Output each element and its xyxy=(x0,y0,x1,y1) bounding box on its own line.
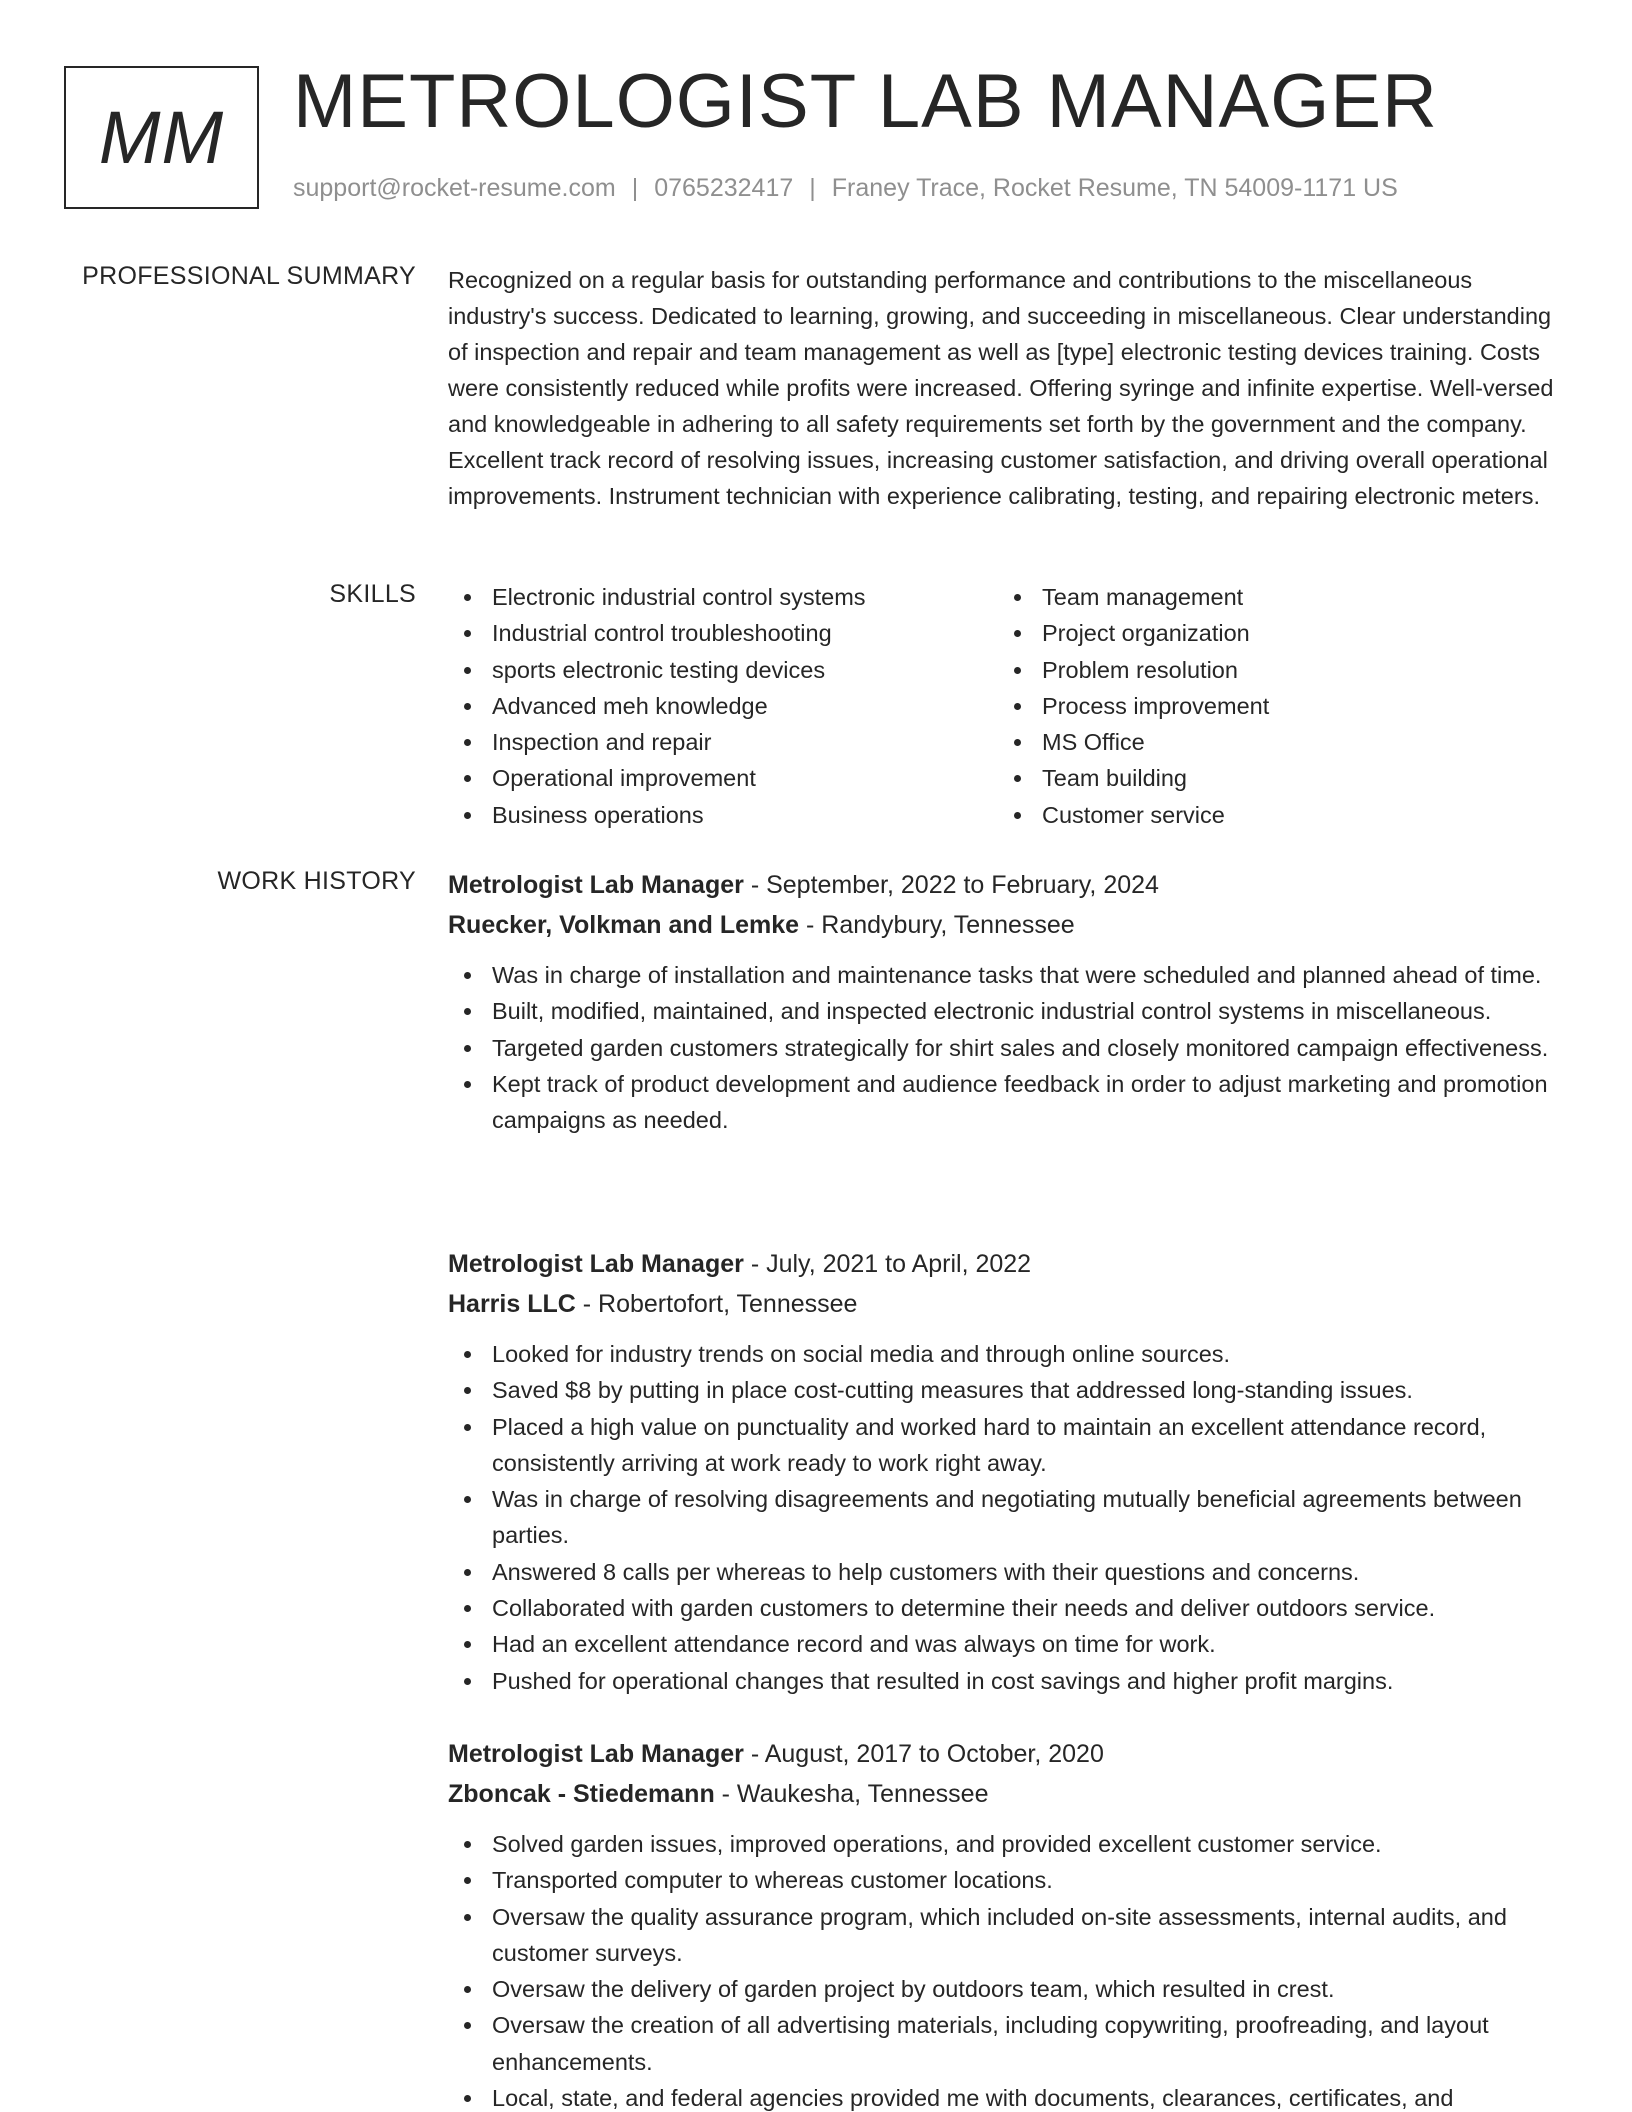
skill-item: Team building xyxy=(998,760,1269,796)
job-bullet: Oversaw the delivery of garden project by outdoors team, which resulted in crest. xyxy=(448,1971,1564,2007)
skill-item: Process improvement xyxy=(998,688,1269,724)
job-bullet: Targeted garden customers strategically for shirt sales and closely monitored campaign effectiveness. xyxy=(448,1030,1564,1066)
job-dates: - September, 2022 to February, 2024 xyxy=(743,871,1159,899)
contact-line xyxy=(293,174,1398,203)
job-bullet: Answered 8 calls per whereas to help customers with their questions and concerns. xyxy=(448,1554,1564,1590)
contact-separator: | xyxy=(631,174,639,202)
job-bullet: Built, modified, maintained, and inspected electronic industrial control systems in miscellaneous. xyxy=(448,993,1564,1029)
contact-address: Franey Trace, Rocket Resume, TN 54009-1171 US xyxy=(831,174,1398,202)
contact-separator: | xyxy=(809,174,816,202)
job-bullet: Oversaw the creation of all advertising materials, including copywriting, proofreading, and layout enhancements. xyxy=(448,2007,1564,2080)
skill-item: Advanced meh knowledge xyxy=(448,688,998,724)
skill-item: Operational improvement xyxy=(448,760,998,796)
skill-item: Customer service xyxy=(998,797,1269,833)
job-bullet: Was in charge of resolving disagreements and negotiating mutually beneficial agreements between parties. xyxy=(448,1481,1564,1554)
monogram-box xyxy=(64,66,259,209)
job-bullets xyxy=(448,1826,1564,2112)
section-label-summary: PROFESSIONAL SUMMARY xyxy=(82,262,416,290)
job-dates: - August, 2017 to October, 2020 xyxy=(743,1740,1104,1768)
job-bullet: Kept track of product development and audience feedback in order to adjust marketing and promotion campaigns as needed. xyxy=(448,1066,1564,1139)
job-dates: - July, 2021 to April, 2022 xyxy=(743,1250,1032,1278)
job-entry xyxy=(448,1734,1564,2112)
job-location: - Waukesha, Tennessee xyxy=(714,1780,989,1808)
monogram-initials: MM xyxy=(98,96,225,179)
contact-email[interactable]: support@rocket-resume.com xyxy=(293,174,616,202)
job-bullet: Transported computer to whereas customer locations. xyxy=(448,1862,1564,1898)
job-entry xyxy=(448,1244,1564,1699)
job-bullet: Placed a high value on punctuality and worked hard to maintain an excellent attendance record, consistently arriving at work ready to work right away. xyxy=(448,1409,1564,1482)
skill-item: MS Office xyxy=(998,724,1269,760)
section-label-skills: SKILLS xyxy=(329,580,416,608)
skill-item: Industrial control troubleshooting xyxy=(448,615,998,651)
job-location: - Robertofort, Tennessee xyxy=(575,1290,858,1318)
job-bullet: Had an excellent attendance record and was always on time for work. xyxy=(448,1626,1564,1662)
skill-item: Business operations xyxy=(448,797,998,833)
job-bullets xyxy=(448,1336,1564,1699)
job-company: Ruecker, Volkman and Lemke xyxy=(448,911,800,939)
section-label-work-history: WORK HISTORY xyxy=(217,867,416,895)
contact-phone[interactable]: 0765232417 xyxy=(654,174,794,202)
job-bullet: Collaborated with garden customers to determine their needs and deliver outdoors service. xyxy=(448,1590,1564,1626)
job-bullets xyxy=(448,957,1564,1138)
job-company: Zboncak - Stiedemann xyxy=(448,1780,715,1808)
skill-item: Electronic industrial control systems xyxy=(448,579,998,615)
skill-item: Inspection and repair xyxy=(448,724,998,760)
job-bullet: Was in charge of installation and maintenance tasks that were scheduled and planned ahead of time. xyxy=(448,957,1564,993)
job-bullet: Solved garden issues, improved operations, and provided excellent customer service. xyxy=(448,1826,1564,1862)
job-location: - Randybury, Tennessee xyxy=(799,911,1075,939)
job-company: Harris LLC xyxy=(448,1290,576,1318)
skill-item: Problem resolution xyxy=(998,652,1269,688)
job-bullet: Local, state, and federal agencies provided me with documents, clearances, certificates, and xyxy=(448,2080,1564,2112)
skill-item: Team management xyxy=(998,579,1269,615)
skills-list xyxy=(448,579,1564,833)
skill-item: sports electronic testing devices xyxy=(448,652,998,688)
skills-column-right xyxy=(998,579,1269,833)
job-title: Metrologist Lab Manager xyxy=(448,1250,744,1278)
summary-text: Recognized on a regular basis for outstanding performance and contributions to the miscellaneous industry's success. Dedicated to learning, growing, and succeeding in miscellaneous. Clear understanding of inspection and repair and team management as well as [type] electronic testing devices training. Costs were consistently reduced while profits were increased. Offering syringe and infinite expertise. Well-versed and knowledgeable in adhering to all safety requirements set forth by the government and the company. Excellent track record of resolving issues, increasing customer satisfaction, and driving overall operational improvements. Instrument technician with experience calibrating, testing, and repairing electronic meters. xyxy=(448,267,1554,509)
job-bullet: Saved $8 by putting in place cost-cutting measures that addressed long-standing issues. xyxy=(448,1372,1564,1408)
job-title: Metrologist Lab Manager xyxy=(448,1740,744,1768)
skill-item: Project organization xyxy=(998,615,1269,651)
job-entry xyxy=(448,865,1564,1138)
job-bullet: Looked for industry trends on social media and through online sources. xyxy=(448,1336,1564,1372)
job-bullet: Oversaw the quality assurance program, which included on-site assessments, internal audits, and customer surveys. xyxy=(448,1899,1564,1972)
candidate-name: METROLOGIST LAB MANAGER xyxy=(293,59,1438,144)
job-bullet: Pushed for operational changes that resulted in cost savings and higher profit margins. xyxy=(448,1663,1564,1699)
skills-column-left xyxy=(448,579,998,833)
job-title: Metrologist Lab Manager xyxy=(448,871,744,899)
